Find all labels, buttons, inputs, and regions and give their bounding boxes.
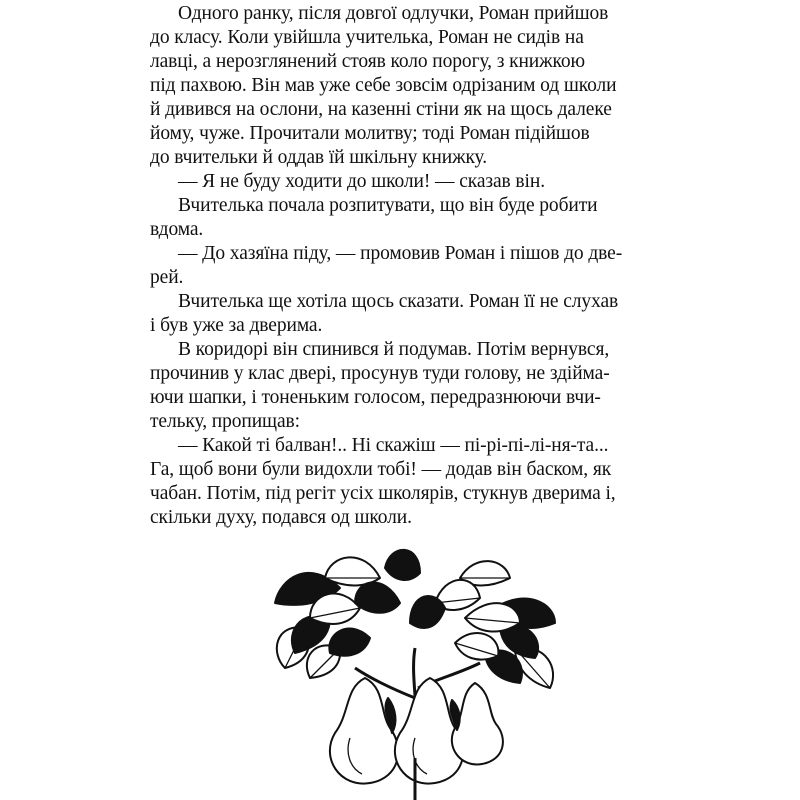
- pear-branch-illustration-icon: [270, 548, 560, 800]
- text-line: прочинив у клас двері, просунув туди голову, не здійма-: [150, 363, 610, 384]
- text-line: лавці, а нерозглянений стояв коло порогу, з книжкою: [150, 51, 586, 72]
- text-line: скільки духу, подався од школи.: [150, 507, 412, 528]
- text-line: до вчительки й оддав їй шкільну книжку.: [150, 147, 488, 168]
- text-line: Вчителька почала розпитувати, що він буде робити: [178, 195, 598, 216]
- text-line: В коридорі він спинився й подумав. Потім вернувся,: [178, 339, 610, 360]
- text-line: Га, щоб вони були видохли тобі! — додав він баском, як: [150, 459, 612, 480]
- text-line: рей.: [150, 267, 184, 288]
- text-line: йому, чуже. Прочитали молитву; тоді Роман підійшов: [150, 123, 590, 144]
- text-line: — Какой ті балван!.. Ні скажіш — пі-рі-пі-лі-ня-та...: [178, 435, 609, 456]
- text-line: й дивився на ослони, на казенні стіни як на щось далеке: [150, 99, 612, 120]
- text-line: до класу. Коли увійшла учителька, Роман не сидів на: [150, 27, 584, 48]
- text-line: чабан. Потім, під регіт усіх школярів, стукнув дверима і,: [150, 483, 616, 504]
- text-line: Вчителька ще хотіла щось сказати. Роман її не слухав: [178, 291, 619, 312]
- text-line: — Я не буду ходити до школи! — сказав він.: [178, 171, 545, 192]
- text-line: і був уже за дверима.: [150, 315, 323, 336]
- text-line: ючи шапки, і тоненьким голосом, передразнюючи вчи-: [150, 387, 601, 408]
- text-line: під пахвою. Він мав уже себе зовсім одрізаним од школи: [150, 75, 617, 96]
- text-line: тельку, пропищав:: [150, 411, 300, 432]
- text-line: — До хазяїна піду, — промовив Роман і пішов до две-: [178, 243, 623, 264]
- text-line: вдома.: [150, 219, 204, 240]
- text-line: Одного ранку, після довгої одлучки, Роман прийшов: [178, 3, 609, 24]
